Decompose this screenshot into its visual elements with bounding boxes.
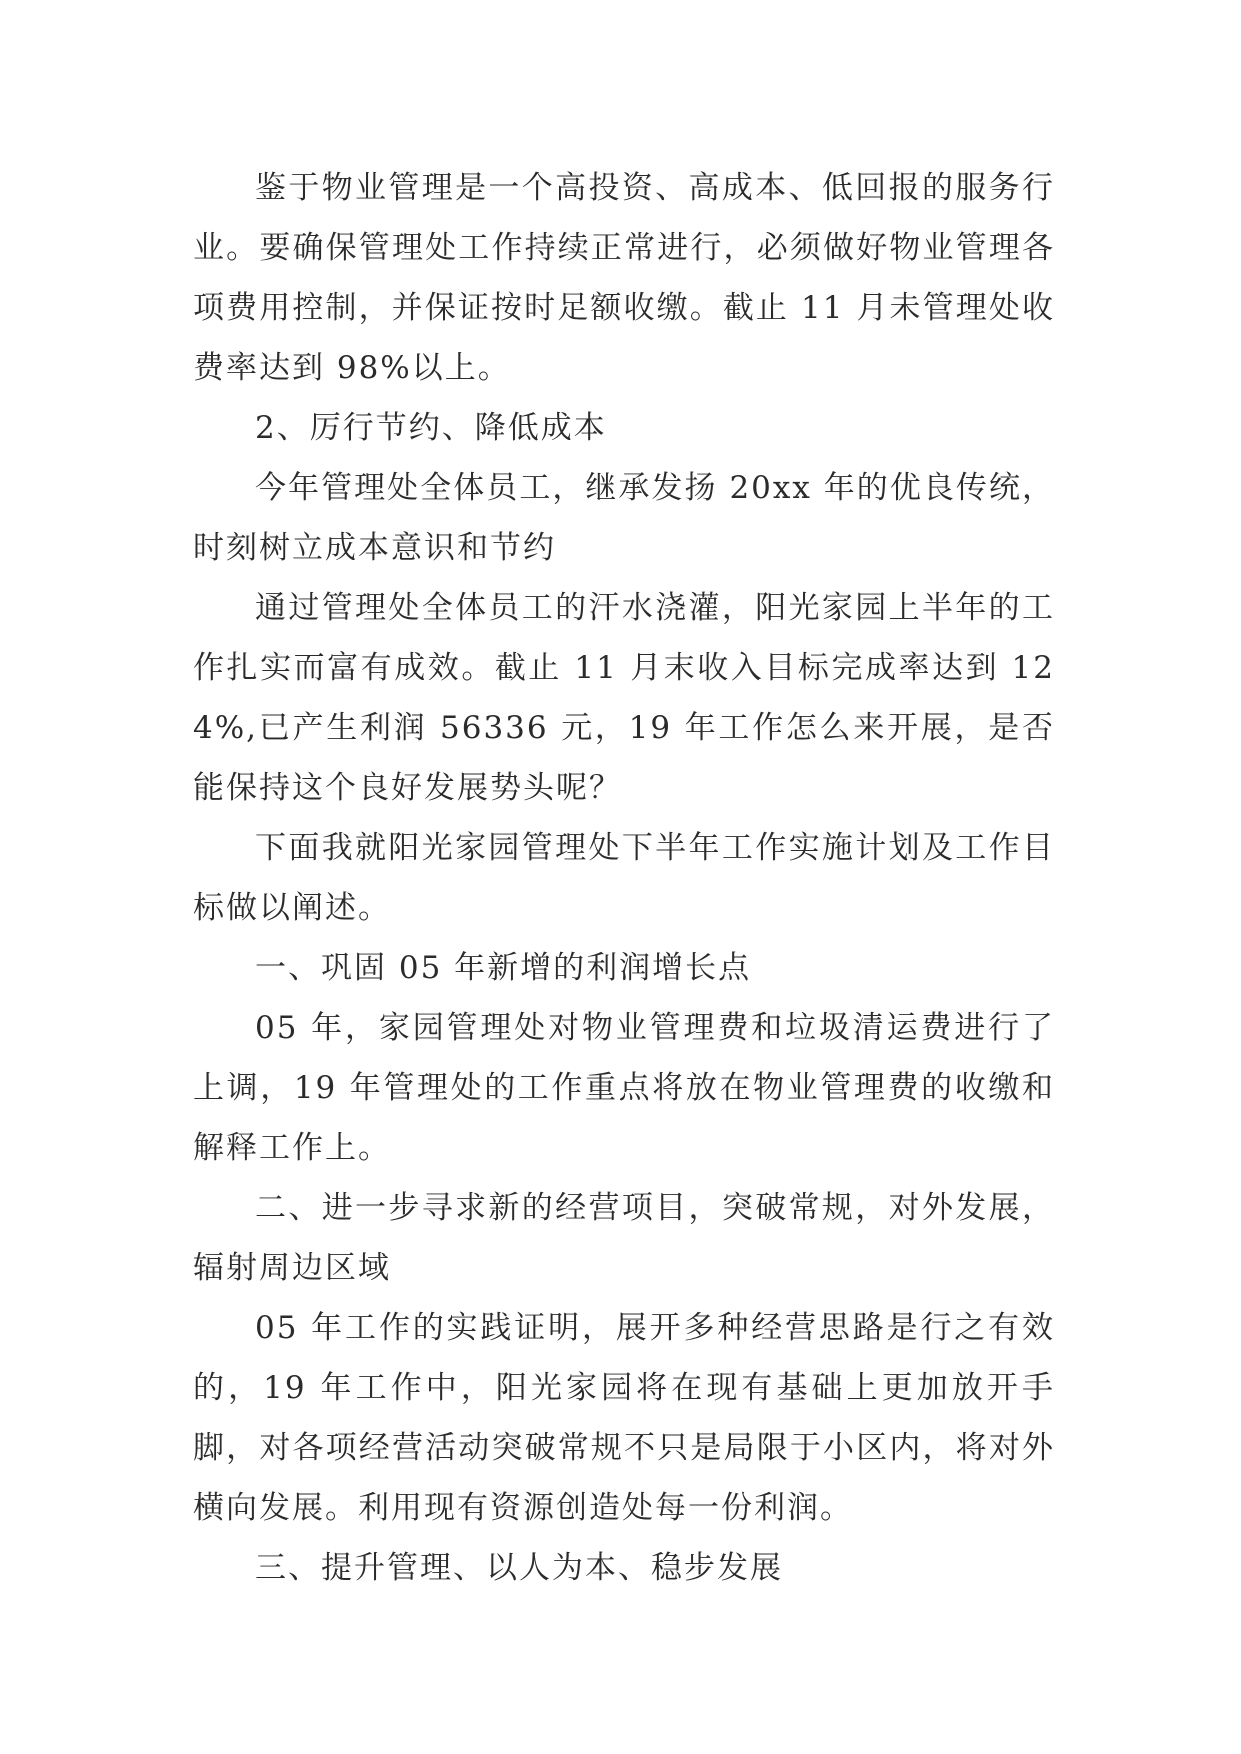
paragraph-cost-awareness: 今年管理处全体员工，继承发扬 20xx 年的优良传统，时刻树立成本意识和节约 — [193, 470, 1055, 566]
heading-section-one: 一、巩固 05 年新增的利润增长点 — [255, 950, 752, 986]
heading-section-three: 三、提升管理、以人为本、稳步发展 — [255, 1550, 783, 1586]
paragraph-first-half-results: 通过管理处全体员工的汗水浇灌，阳光家园上半年的工作扎实而富有成效。截止 11 月末收入目标完成率达到 124%,已产生利润 56336 元，19 年工作怎么来开展，是否能保持这个良好发展势头呢？ — [193, 590, 1055, 806]
paragraph-business-expansion: 05 年工作的实践证明，展开多种经营思路是行之有效的，19 年工作中，阳光家园将在现有基础上更加放开手脚，对各项经营活动突破常规不只是局限于小区内，将对外横向发展。利用现有资源创造处每一份利润。 — [193, 1310, 1055, 1526]
heading-cost-saving: 2、厉行节约、降低成本 — [255, 410, 607, 446]
paragraph-plan-intro: 下面我就阳光家园管理处下半年工作实施计划及工作目标做以阐述。 — [193, 830, 1055, 926]
document-body — [193, 158, 1055, 1598]
paragraph-fee-adjustment: 05 年，家园管理处对物业管理费和垃圾清运费进行了上调，19 年管理处的工作重点将放在物业管理费的收缴和解释工作上。 — [193, 1010, 1055, 1166]
heading-section-two: 二、进一步寻求新的经营项目，突破常规，对外发展，辐射周边区域 — [193, 1190, 1055, 1286]
paragraph-fee-collection: 鉴于物业管理是一个高投资、高成本、低回报的服务行业。要确保管理处工作持续正常进行，必须做好物业管理各项费用控制，并保证按时足额收缴。截止 11 月未管理处收费率达到 98%以上。 — [193, 170, 1055, 386]
